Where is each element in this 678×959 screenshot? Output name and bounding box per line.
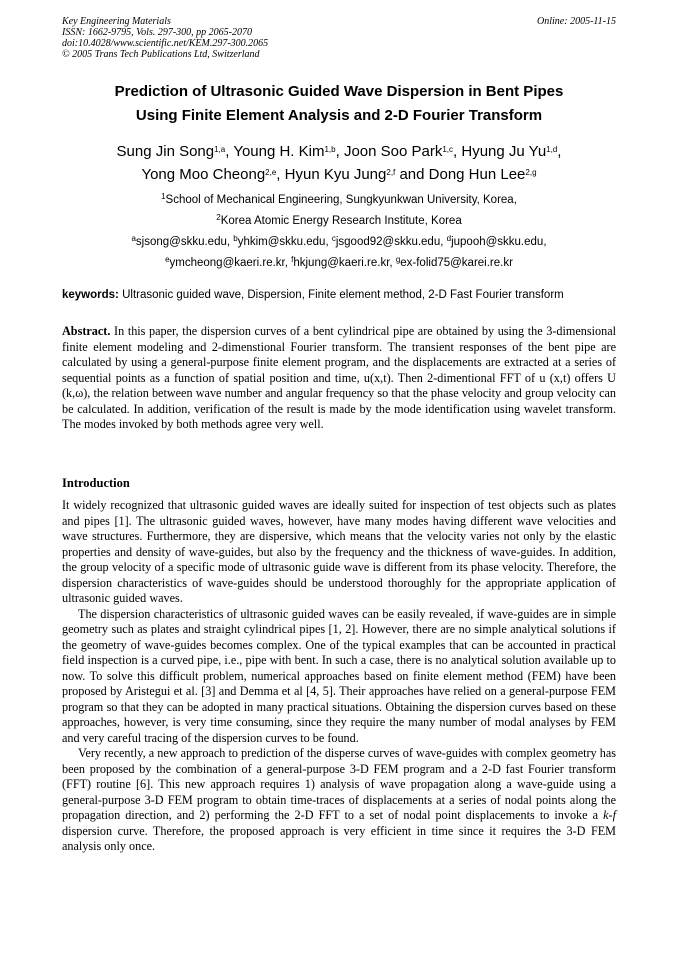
journal-name: Key Engineering Materials [62,16,171,27]
email-sup: e [165,255,170,264]
abstract-paragraph [62,324,616,433]
email-sup: g [395,255,401,264]
author-sep: , [276,166,285,183]
abstract-text: In this paper, the dispersion curves of a bent cylindrical pipe are obtained by using the 3-dimensional finite element modeling and 2-dimenstional Fourier transform. The transient responses of the bent pipe are calculated by using a general-purpose finite element program, and the displacements are extracted at a series of sequential points as a function of spatial position and time, u(x,t). Then 2-dimentional FFT of u (x,t) offers U (k,ω), the relation between wave number and angular frequency so that the phase velocity and group velocity can be calculated. In addition, verification of the result is made by the mode identification using wavelet transform. The modes invoked by both methods agree very well. [62,324,616,431]
author-sup: 1,d [546,145,558,154]
keywords-text: Ultrasonic guided wave, Dispersion, Finite element method, 2-D Fast Fourier transform [118,289,564,301]
email-text: sjsong@skku.edu, [135,236,234,248]
keywords-label: keywords: [62,289,119,301]
abstract [62,324,616,433]
author-sep: , [557,143,562,160]
author-sup: 2,e [265,168,277,177]
affiliation-sup: 2 [216,213,221,222]
affiliation-sup: 1 [161,192,166,201]
title-line-2: Using Finite Element Analysis and 2-D Fourier Transform [135,107,543,124]
intro-p3-text-a: Very recently, a new approach to prediction of the disperse curves of wave-guides with complex geometry has been proposed by the combination of a general-purpose 3-D FEM program and a 2-D fast Fourier transform (FFT) routine [6]. This new approach requires 1) analysis of wave propagation along a wave-guide using a general-purpose 3-D FEM program to obtain time-traces of displacements at a series of nodal points along the propagation direction, and 2) performing the 2-D FFT to a set of nodal point displacements to invoke a [62,746,616,822]
intro-paragraph-2: The dispersion characteristics of ultrasonic guided waves can be easily revealed, if wave-guides are in simple geometry such as plates and straight cylindrical pipes [1, 2]. However, there are no simple analytical solutions if the geometry of wave-guides becomes complex. One of the typical examples that can be accounted in practical field inspection is a curved pipe, i.e., pipe with bent. In such a case, there is no analytical solution available up to now. To solve this difficult problem, numerical approaches based on finite element method (FEM) have been proposed by Aristegui et al. [3] and Demma et al [4, 5]. Their approaches have relied on a general-purpose FEM program so that they can be adopted in many practical situations. Obtaining the dispersion curves based on these approaches, however, is very time consuming, since they require the many number of modal analyses by FEM and very careful tracing of the dispersion curves to be found. [62,606,616,745]
affiliations [62,190,616,274]
author-sep: , [225,143,234,160]
author-name: Sung Jin Song [116,143,215,160]
issn-line: ISSN: 1662-9795, Vols. 297-300, pp 2065-2070 [62,27,252,38]
author-sup: 1,c [442,145,454,154]
author-list [62,140,616,186]
online-date: Online: 2005-11-15 [537,16,616,27]
affiliation-line [62,211,616,232]
intro-paragraph-1: It widely recognized that ultrasonic guided waves are ideally suited for inspection of test objects such as plates and pipes [1]. The ultrasonic guided waves, however, have many modes having different wave velocities and wave structures. Furthermore, they are dispersive, which means that the velocity varies not only by the elastic properties and density of wave-guides, but also by the frequency and the thickness of wave-guides. In addition, the group velocity of a specific mode of ultrasonic guide wave is different from its phase velocity. Therefore, the dispersion characteristics of wave-guides should be understood thoroughly for the appropriate application of ultrasonic guided waves. [62,498,616,605]
email-sup: b [233,234,238,243]
author-sep: and [395,166,429,183]
keywords [62,289,622,301]
author-name: Joon Soo Park [343,143,443,160]
title-line-1: Prediction of Ultrasonic Guided Wave Dispersion in Bent Pipes [114,83,564,100]
author-sep: , [335,143,344,160]
author-sep: , [453,143,462,160]
email-sup: c [331,234,336,243]
author-sup: 2,f [386,168,396,177]
email-sup: d [446,234,452,243]
email-text: ex-folid75@karei.re.kr [400,257,513,269]
email-text: hkjung@kaeri.re.kr, [293,257,396,269]
kf-term: k-f [603,808,616,822]
affiliation-text: School of Mechanical Engineering, Sungkyunkwan University, Korea, [165,194,517,206]
paper-title [62,80,616,128]
author-sup: 1,b [324,145,336,154]
email-sup: a [131,234,136,243]
author-line-2 [62,163,616,186]
introduction-body [62,498,616,855]
email-line-2 [62,253,616,274]
author-name: Hyung Ju Yu [461,143,547,160]
affiliation-line [62,190,616,211]
email-line-1 [62,232,616,253]
author-sup: 1,a [214,145,226,154]
author-sup: 2,g [525,168,537,177]
email-text: jupooh@skku.edu, [451,236,547,248]
author-name: Hyun Kyu Jung [284,166,387,183]
introduction-heading: Introduction [62,476,130,490]
author-name: Dong Hun Lee [428,166,526,183]
author-name: Young H. Kim [233,143,325,160]
copyright-line: © 2005 Trans Tech Publications Ltd, Switzerland [62,49,260,60]
intro-p3-text-b: dispersion curve. Therefore, the proposed approach is very efficient in time since it requires the 3-D FEM analysis only once. [62,823,616,853]
author-line-1 [62,140,616,163]
doi-line: doi:10.4028/www.scientific.net/KEM.297-300.2065 [62,38,269,49]
email-text: yhkim@skku.edu, [237,236,332,248]
page-header [62,16,616,60]
intro-paragraph-3 [62,746,616,855]
email-text: ymcheong@kaeri.re.kr, [169,257,292,269]
affiliation-text: Korea Atomic Energy Research Institute, Korea [220,215,462,227]
email-sup: f [291,255,294,264]
email-text: jsgood92@skku.edu, [335,236,447,248]
author-name: Yong Moo Cheong [141,166,266,183]
abstract-label: Abstract. [62,324,111,338]
